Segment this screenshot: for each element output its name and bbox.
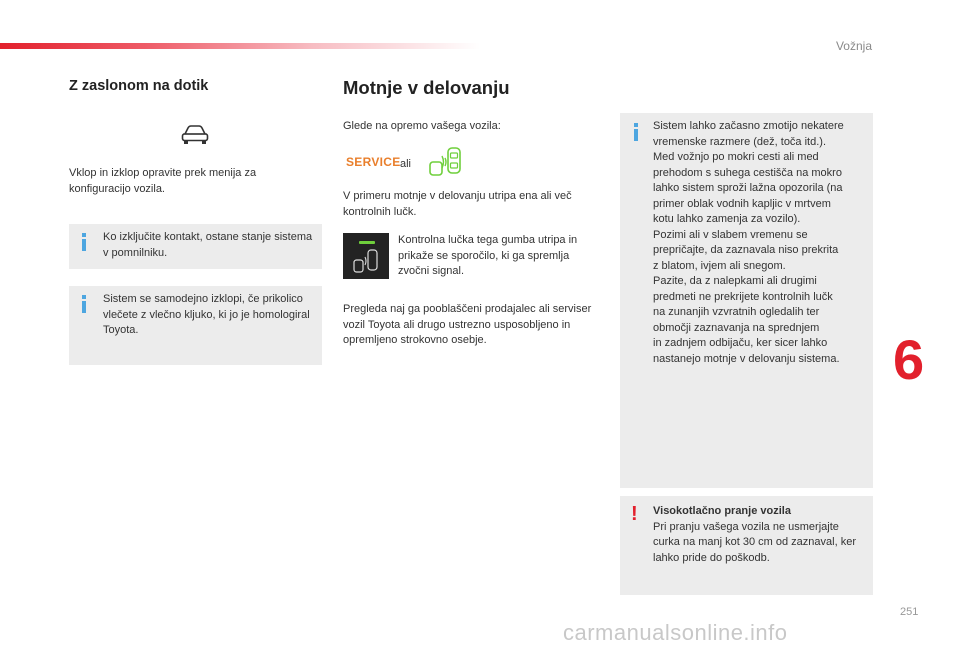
info-box-weather <box>620 113 873 488</box>
info-trailer-text: Sistem se samodejno izklopi, če prikolico vlečete z vlečno kljuko, ki jo je homologiral Toyota. <box>103 293 310 336</box>
car-outline-icon <box>180 124 210 146</box>
malfunction-text: V primeru motnje v delovanju utripa ena ali več kontrolnih lučk. <box>343 190 572 218</box>
blind-spot-warning-icon <box>428 144 468 178</box>
warning-exclamation-icon: ! <box>631 503 638 525</box>
weather-info-text: Sistem lahko začasno zmotijo nekatere vremenske razmere (dež, toča itd.). Med vožnjo po mokri cesti ali med prehodom s suhega cestišča na mokro lahko sistem sproži lažna opozorila (na primer oblak vodnih kapljic v mrtvem kotu lahko zamenja za vozilo). Pozimi ali v slabem vremenu se prepričajte, da zaznavala niso prekrita z blatom, ivjem ali snegom. Pazite, da z nalepkami ali drugimi predmeti ne prekrijete kontrolnih lučk na zunanjih vzvratnih ogledalih ter območji zaznavanja na sprednjem in zadnjem odbijaču, ker sicer lahko nastanejo motnje v delovanju sistema. <box>653 120 844 365</box>
or-label: ali <box>400 158 412 170</box>
info-box-memory <box>69 224 322 269</box>
info-box-trailer <box>69 286 322 365</box>
middle-heading: Motnje v delovanju <box>343 77 510 98</box>
header-accent-bar <box>0 43 480 49</box>
dealer-check-text: Pregleda naj ga pooblaščeni prodajalec ali serviser vozil Toyota ali drugo ustrezno usposobljeno in opremljeno strokovno osebje. <box>343 303 592 346</box>
info-memory-text: Ko izključite kontakt, ostane stanje sistema v pomnilniku. <box>103 231 313 259</box>
page-number: 251 <box>900 606 919 618</box>
warning-title: Visokotlačno pranje vozila <box>653 505 791 517</box>
warning-text: Pri pranju vašega vozila ne usmerjajte curka na manj kot 30 cm od zaznaval, ker lahko pride do poškodb. <box>653 520 856 564</box>
left-heading: Z zaslonom na dotik <box>69 78 209 94</box>
button-warning-text: Kontrolna lučka tega gumba utripa in prikaže se sporočilo, ki ga spremlja zvočni signal. <box>398 234 578 277</box>
equipment-intro: Glede na opremo vašega vozila: <box>343 120 501 132</box>
section-title: Vožnja <box>835 39 872 53</box>
info-icon <box>634 123 638 127</box>
warning-box-pressure-wash <box>620 496 873 595</box>
service-warning-icon: SERVICE <box>346 155 401 169</box>
left-config-text: Vklop in izklop opravite prek menija za konfiguracijo vozila. <box>69 167 257 195</box>
info-icon <box>82 233 86 237</box>
watermark: carmanualsonline.info <box>563 620 788 645</box>
chapter-number: 6 <box>893 328 925 391</box>
info-icon <box>82 295 86 299</box>
blind-spot-button-icon <box>343 233 389 279</box>
